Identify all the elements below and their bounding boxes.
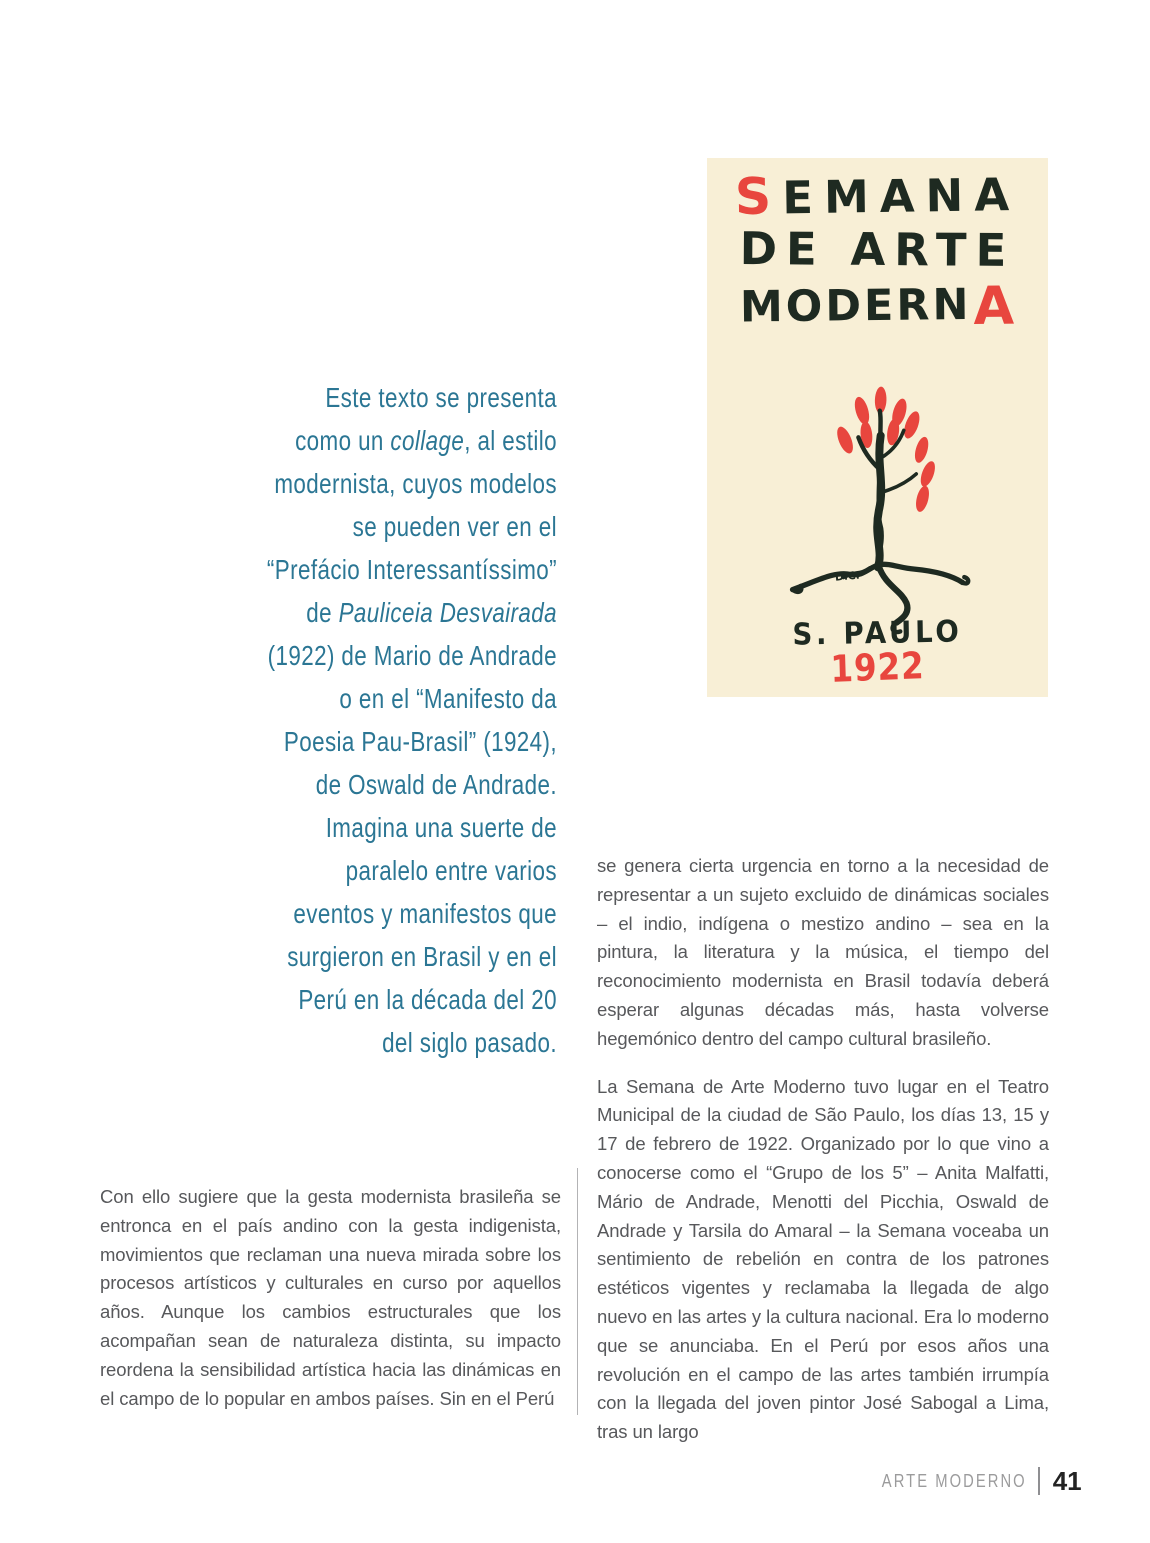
poster-title-text: MODERN bbox=[739, 280, 972, 333]
pull-quote-line: Poesia Pau-Brasil” (1924), bbox=[283, 726, 557, 757]
semana-arte-moderna-poster bbox=[707, 158, 1048, 697]
pull-quote-text: , al estilo bbox=[464, 425, 557, 456]
poster-title-line-2: DE ARTE bbox=[739, 222, 1016, 277]
left-column bbox=[100, 1183, 561, 1432]
column-divider bbox=[577, 1168, 578, 1415]
pull-quote-line: del siglo pasado. bbox=[382, 1027, 557, 1058]
pull-quote-line: de Oswald de Andrade. bbox=[315, 769, 557, 800]
poster-red-letter-a: A bbox=[973, 275, 1018, 338]
poster-title-line-1 bbox=[707, 166, 1049, 226]
page-number: 41 bbox=[1052, 1465, 1082, 1496]
poster-red-letter-s: S bbox=[734, 166, 783, 226]
pull-quote-line: se pueden ver en el bbox=[352, 511, 557, 542]
pull-quote bbox=[55, 376, 557, 1064]
poster-city-label: S. PAULO bbox=[792, 614, 963, 653]
poster-title bbox=[707, 166, 1048, 338]
artist-signature: D.C. bbox=[833, 568, 860, 584]
pull-quote-line: Este texto se presenta bbox=[325, 382, 557, 413]
page-footer bbox=[850, 1463, 1082, 1499]
pull-quote-line: surgieron en Brasil y en el bbox=[287, 941, 557, 972]
poster-title-line-3 bbox=[707, 274, 1049, 338]
pull-quote-line: eventos y manifestos que bbox=[293, 898, 557, 929]
tree-illustration bbox=[780, 384, 976, 651]
poster-title-text: EMANA bbox=[781, 168, 1021, 225]
pull-quote-line: (1922) de Mario de Andrade bbox=[267, 640, 557, 671]
pull-quote-line: Perú en la década del 20 bbox=[298, 984, 557, 1015]
pull-quote-line: paralelo entre varios bbox=[345, 855, 557, 886]
left-column-paragraph: Con ello sugiere que la gesta modernista brasileña se entronca en el país andino con la gesta indigenista, movimientos que reclaman una nueva mirada sobre los procesos artísticos y culturales en curso por aquellos años. Aunque los cambios estructurales que los acompañan sean de naturaleza distinta, su impacto reordena la sensibilidad artística hacia las dinámicas en el campo de lo popular en ambos países. Sin en el Perú bbox=[100, 1186, 561, 1409]
poster-year-label: 1922 bbox=[829, 644, 926, 691]
right-column-paragraph-2: La Semana de Arte Moderno tuvo lugar en el Teatro Municipal de la ciudad de São Paulo, los días 13, 15 y 17 de febrero de 1922. Organizado por lo que vino a conocerse como el “Grupo de los 5” – Anita Malfatti, Mário de Andrade, Menotti del Picchia, Oswald de Andrade y Tarsila do Amaral – la Semana voceaba un sentimiento de rebelión en contra de los patrones estéticos vigentes y reclamaba la llegada de algo nuevo en las artes y la cultura nacional. Era lo moderno que se anunciaba. En el Perú por esos años una revolución en el campo de las artes también irrumpía con la llegada del joven pintor José Sabogal a Lima, tras un largo bbox=[597, 1075, 1049, 1443]
pull-quote-italic-collage: collage bbox=[390, 425, 465, 456]
pull-quote-line bbox=[155, 419, 557, 462]
right-column bbox=[597, 852, 1049, 1466]
footer-divider bbox=[1038, 1467, 1040, 1495]
pull-quote-line bbox=[155, 591, 557, 634]
pull-quote-text: de bbox=[306, 597, 339, 628]
pull-quote-text: como un bbox=[295, 425, 391, 456]
pull-quote-line: o en el “Manifesto da bbox=[339, 683, 557, 714]
right-column-paragraph-1: se genera cierta urgencia en torno a la necesidad de representar a un sujeto excluido de dinámicas sociales – el indio, indígena o mestizo andino – sea en la pintura, la literatura y la música, el tiempo del reconocimiento modernista en Brasil todavía deberá esperar algunas décadas más, hasta volverse hegemónico dentro del campo cultural brasileño. bbox=[597, 855, 1049, 1049]
pull-quote-italic-title: Pauliceia Desvairada bbox=[338, 597, 557, 628]
pull-quote-line: modernista, cuyos modelos bbox=[274, 468, 557, 499]
pull-quote-line: Imagina una suerte de bbox=[325, 812, 557, 843]
section-label: ARTE MODERNO bbox=[881, 1470, 1027, 1491]
pull-quote-line: “Prefácio Interessantíssimo” bbox=[266, 554, 557, 585]
